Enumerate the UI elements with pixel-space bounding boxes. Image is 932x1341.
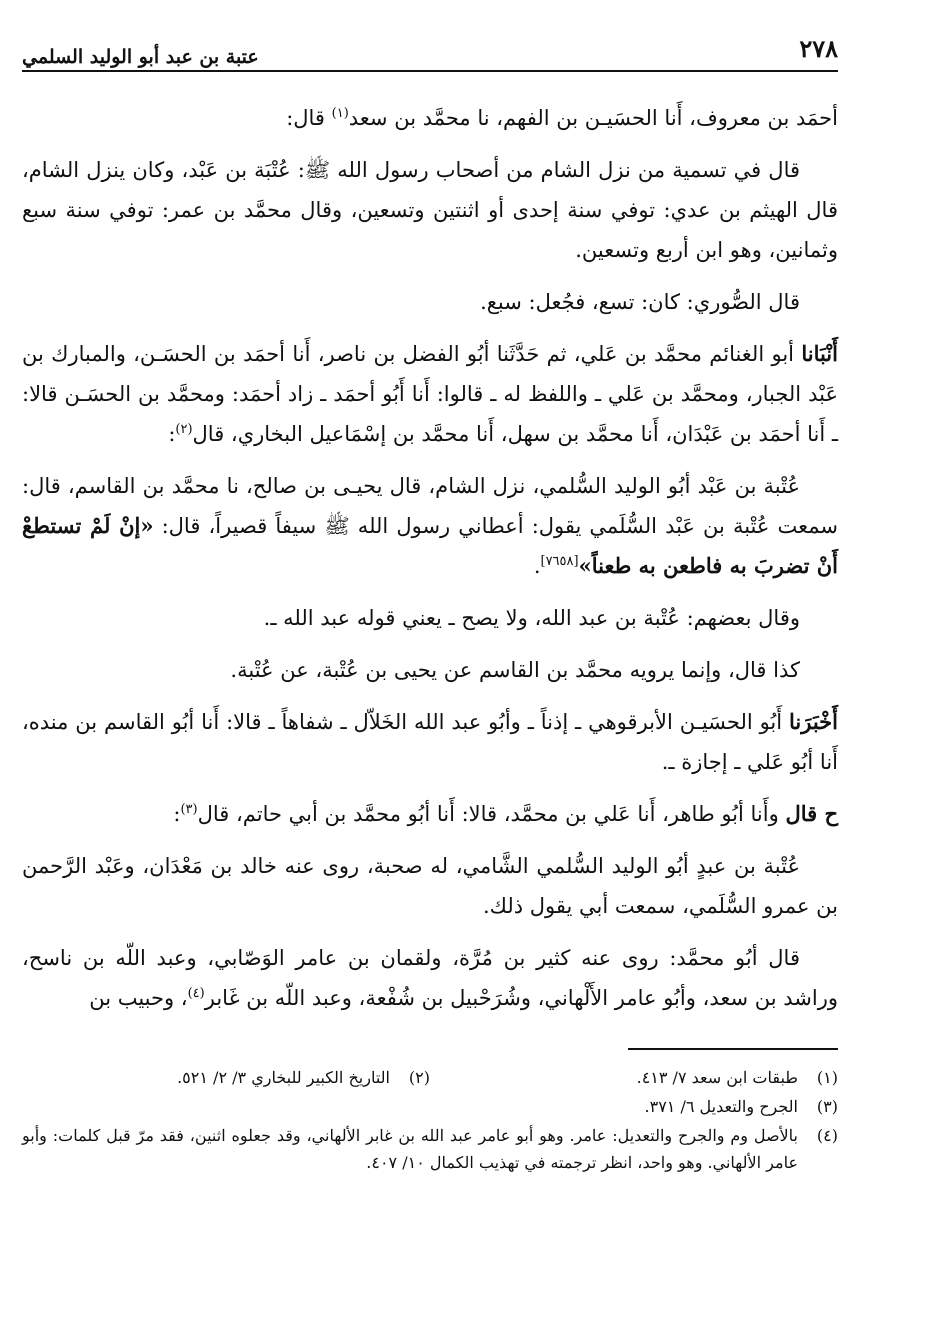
paragraph-text: أحمَد بن معروف، أَنا الحسَيـن بن الفهم، نا محمَّد بن سعد: [348, 106, 838, 130]
paragraph-6: [22, 598, 838, 638]
footnote-1: [430, 1064, 838, 1091]
footnote-text: الجرح والتعديل ٦/ ٣٧١.: [644, 1097, 798, 1116]
running-title: عتبة بن عبد أبو الوليد السلمي: [22, 46, 259, 68]
paragraph-text: عُتْبة بن عَبْد أبُو الوليد السُّلمي، نزل الشام، قال يحيـى بن صالح، نا محمَّد بن القاسم، قال: سمعت عُتْبة بن عَبْد السُّلَمي يقول: أعطاني رسول الله ﷺ سيفاً قصيراً، قال:: [22, 474, 838, 538]
footnote-ref-1: (١): [331, 106, 349, 121]
paragraph-tail: :: [173, 802, 181, 826]
main-text: [22, 98, 838, 1018]
footnote-row: [22, 1093, 838, 1120]
paragraph-4: [22, 334, 838, 454]
paragraph-tail: قال:: [286, 106, 332, 130]
paragraph-text: وأَنا أبُو طاهر، أَنا عَلي بن محمَّد، قالا: أَنا أبُو محمَّد بن أبي حاتم، قال: [197, 802, 786, 826]
footnote-text: بالأصل وم والجرح والتعديل: عامر. وهو أبو عامر عبد الله بن غابر الألهاني، وقد جعلوه اثنين، فقد مرّ قبل كلمات: وأبو عامر الألهاني. وهو واحد، انظر ترجمته في تهذيب الكمال ١٠/ ٤٠٧.: [22, 1126, 799, 1172]
paragraph-text: كذا قال، وإنما يرويه محمَّد بن القاسم عن يحيى بن عُتْبة، عن عُتْبة.: [230, 658, 800, 682]
footnote-number: (١): [816, 1068, 838, 1087]
footnote-4: [22, 1122, 838, 1176]
footnote-text: طبقات ابن سعد ٧/ ٤١٣.: [636, 1068, 798, 1087]
isnad-lead-word: أَنْبَانا: [801, 341, 838, 366]
paragraph-9: [22, 794, 838, 834]
hadith-number: [٧٦٥٨]: [540, 554, 579, 569]
paragraph-8: [22, 702, 838, 782]
footnote-row: [22, 1064, 838, 1091]
paragraph-1: [22, 98, 838, 138]
paragraph-text: قال الصُّوري: كان: تسع، فجُعل: سبع.: [480, 290, 800, 314]
page-header: [22, 30, 838, 72]
paragraph-tail: :: [168, 422, 176, 446]
footnote-number: (٢): [408, 1068, 430, 1087]
footnote-divider: [628, 1048, 838, 1050]
footnote-ref-2: (٢): [175, 422, 193, 437]
isnad-lead-word: أَخْبَرَنا: [789, 709, 838, 734]
paragraph-7: [22, 650, 838, 690]
paragraph-5: [22, 466, 838, 586]
paragraph-2: [22, 150, 838, 270]
paragraph-10: [22, 846, 838, 926]
paragraph-11: [22, 938, 838, 1018]
isnad-lead-word: ح قال: [785, 801, 838, 826]
paragraph-text: أَبُو الحسَيـن الأبرقوهي ـ إذناً ـ وأبُو عبد الله الخَلاّل ـ شفاهاً ـ قالا: أَنا أبُو القاسم بن منده، أَنا أبُو عَلي ـ إجازة ـ.: [22, 710, 838, 774]
paragraph-text: قال أبُو محمَّد: روى عنه كثير بن مُرَّة، ولقمان بن عامر الوَصّابي، وعبد اللّه بن ناسح، وراشد بن سعد، وأبُو عامر الأَلْهاني، وشُرَحْبيل بن شُفْعة، وعبد اللّه بن غَابر: [22, 946, 838, 1010]
footnote-number: (٤): [816, 1126, 838, 1145]
paragraph-text: أبو الغنائم محمَّد بن عَلي، ثم حَدَّثَنا أبُو الفضل بن ناصر، أَنا أحمَد بن الحسَـن، والمبارك بن عَبْد الجبار، ومحمَّد بن عَلي ـ واللفظ له ـ قالوا: أَنا أَبُو أحمَد ـ زاد أحمَد: ومحمَّد بن الحسَـن قالا: ـ أَنا أحمَد بن عَبْدَان، أَنا محمَّد بن سهل، أَنا محمَّد بن إسْمَاعيل البخاري، قال: [22, 342, 838, 446]
footnote-text: التاريخ الكبير للبخاري ٣/ ٢/ ٥٢١.: [177, 1068, 390, 1087]
footnotes: [22, 1064, 838, 1176]
paragraph-text: قال في تسمية من نزل الشام من أصحاب رسول الله ﷺ: عُتْبَة بن عَبْد، وكان ينزل الشام، قال الهيثم بن عدي: توفي سنة إحدى أو اثنتين وتسعين، وقال محمَّد بن عمر: توفي سنة سبع وثمانين، وهو ابن أربع وتسعين.: [22, 158, 838, 262]
footnote-2: [22, 1064, 430, 1091]
paragraph-text: عُتْبة بن عبدٍ أبُو الوليد السُّلمي الشَّامي، له صحبة، روى عنه خالد بن مَعْدَان، وعَبْد الرَّحمن بن عمرو السُّلَمي، سمعت أبي يقول ذلك.: [22, 854, 838, 918]
document-page: [22, 30, 838, 1320]
hadith-quote: «إنْ لَمْ تستطعْ أَنْ تضربَ به فاطعن به طعناً»: [22, 513, 838, 578]
paragraph-tail: ، وحبيب بن: [89, 986, 188, 1010]
footnote-ref-3: (٣): [180, 802, 198, 817]
paragraph-tail: .: [533, 554, 541, 578]
paragraph-text: وقال بعضهم: عُتْبة بن عبد الله، ولا يصح ـ يعني قوله عبد الله ـ.: [263, 606, 800, 630]
page-number: ٢٧٨: [799, 34, 838, 63]
footnote-3: [430, 1093, 838, 1120]
paragraph-3: [22, 282, 838, 322]
footnote-number: (٣): [816, 1097, 838, 1116]
footnote-ref-4: (٤): [187, 986, 205, 1001]
